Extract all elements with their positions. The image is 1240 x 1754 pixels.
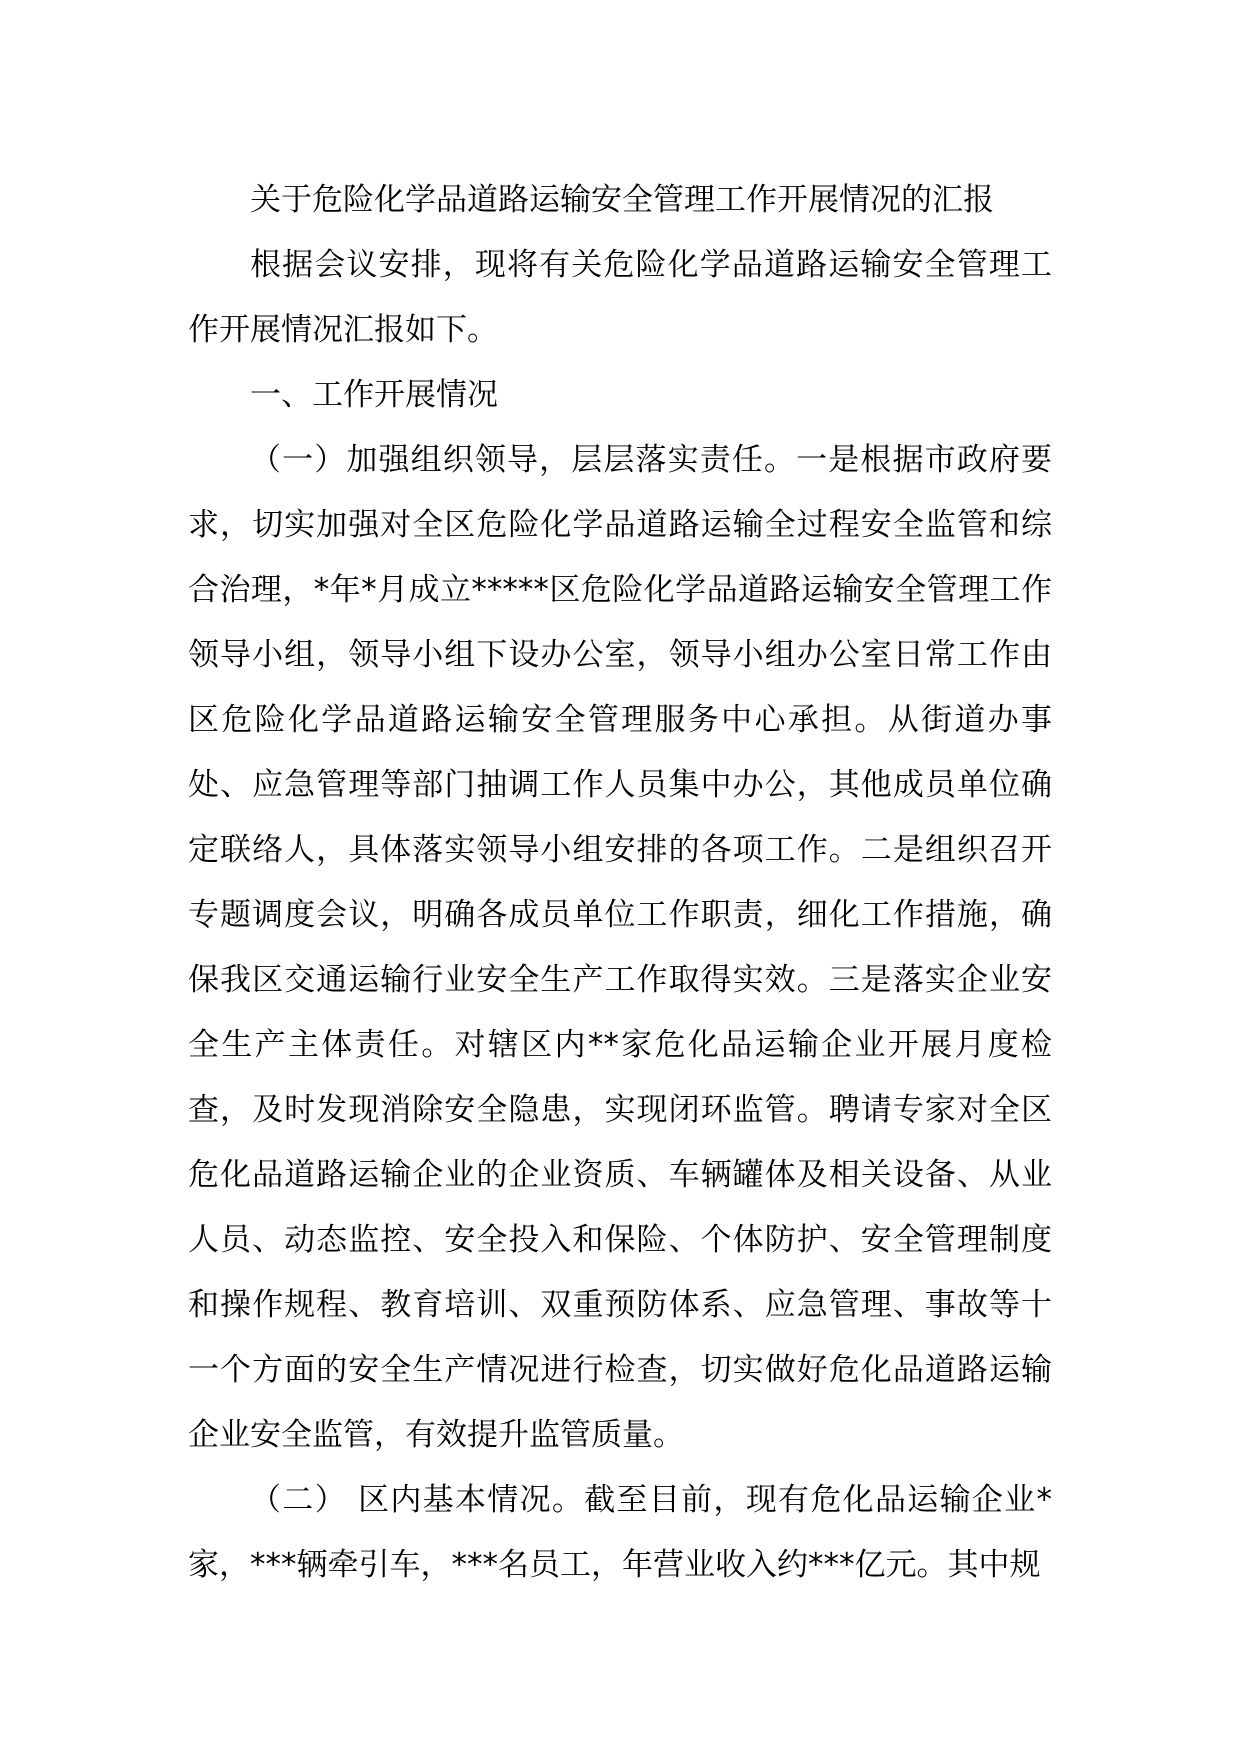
body-paragraph-2: （二） 区内基本情况。截至目前，现有危化品运输企业*家，***辆牵引车，***名员工，年营业收入约***亿元。其中规 [188, 1482, 1052, 1583]
document-page [188, 168, 1052, 1598]
body-paragraph-1: （一）加强组织领导，层层落实责任。一是根据市政府要求，切实加强对全区危险化学品道路运输全过程安全监管和综合治理，*年*月成立*****区危险化学品道路运输安全管理工作领导小组，领导小组下设办公室，领导小组办公室日常工作由区危险化学品道路运输安全管理服务中心承担。从街道办事处、应急管理等部门抽调工作人员集中办公，其他成员单位确定联络人，具体落实领导小组安排的各项工作。二是组织召开专题调度会议，明确各成员单位工作职责，细化工作措施，确保我区交通运输行业安全生产工作取得实效。三是落实企业安全生产主体责任。对辖区内**家危化品运输企业开展月度检查，及时发现消除安全隐患，实现闭环监管。聘请专家对全区危化品道路运输企业的企业资质、车辆罐体及相关设备、从业人员、动态监控、安全投入和保险、个体防护、安全管理制度和操作规程、教育培训、双重预防体系、应急管理、事故等十一个方面的安全生产情况进行检查，切实做好危化品道路运输企业安全监管，有效提升监管质量。 [188, 442, 1052, 1453]
intro-paragraph: 根据会议安排，现将有关危险化学品道路运输安全管理工作开展情况汇报如下。 [188, 247, 1052, 348]
document-title: 关于危险化学品道路运输安全管理工作开展情况的汇报 [250, 182, 994, 218]
section-heading: 一、工作开展情况 [250, 377, 498, 413]
